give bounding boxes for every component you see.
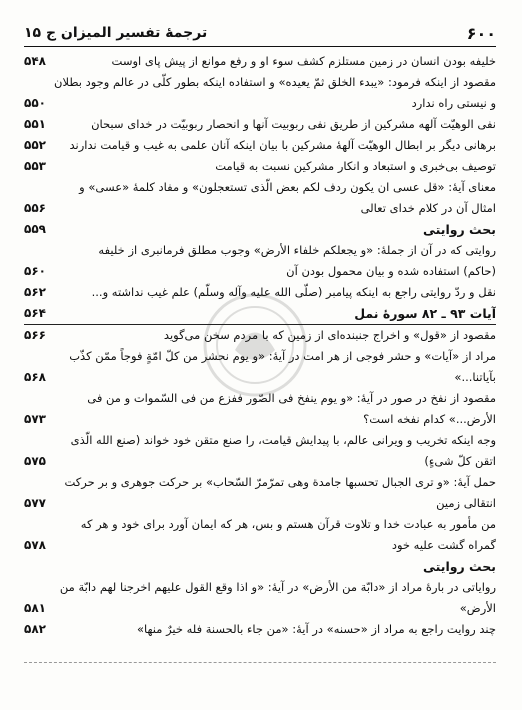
toc-entry	[24, 72, 496, 114]
running-title: ترجمهٔ تفسیر المیزان ج ۱۵	[24, 25, 208, 41]
entry-page-number: ۵۶۸	[24, 370, 46, 384]
toc-entry	[24, 51, 496, 72]
entry-line	[24, 198, 496, 219]
entry-line	[24, 598, 496, 619]
entry-line	[24, 409, 496, 430]
entry-line	[24, 303, 496, 324]
entry-text: امثال آن در کلام خدای تعالی	[360, 201, 496, 215]
toc-entry	[24, 619, 496, 640]
entry-line	[24, 72, 496, 93]
toc-entry	[24, 514, 496, 556]
entry-text: مقصود از نفخ در صور در آیهٔ: «و یوم ینفخ فی الصّور ففزع من فی السّموات و من فی	[87, 391, 496, 405]
entry-line	[24, 325, 496, 346]
section-heading	[24, 303, 496, 324]
footer-divider	[24, 662, 496, 663]
toc-entry	[24, 177, 496, 219]
entry-line	[24, 282, 496, 303]
section-heading	[24, 556, 496, 577]
toc-entry	[24, 430, 496, 472]
entry-text: خلیفه بودن انسان در زمین مستلزم کشف سوء او و رفع موانع از پیش پای اوست	[111, 54, 496, 68]
entry-line	[24, 261, 496, 282]
entry-text: آیات ۹۳ ـ ۸۲ سورهٔ نمل	[354, 306, 496, 321]
entry-text: برهانی دیگر بر ابطال الوهیّت آلههٔ مشرکین با بیان اینکه آنان علمی به غیب و قیامت ندارند	[69, 138, 496, 152]
entry-line	[24, 367, 496, 388]
entry-line	[24, 493, 496, 514]
toc-entry	[24, 325, 496, 346]
toc-entry	[24, 577, 496, 619]
entry-text: بحث روایتی	[423, 222, 496, 237]
entry-text: توصیف بی‌خبری و استبعاد و انکار مشرکین نسبت به قیامت	[215, 159, 496, 173]
toc-entry	[24, 240, 496, 282]
entry-line	[24, 451, 496, 472]
entry-page-number: ۵۶۴	[24, 306, 46, 320]
section-heading	[24, 219, 496, 240]
entry-line	[24, 535, 496, 556]
toc-entry	[24, 135, 496, 156]
entry-text: چند روایت راجع به مراد از «حسنه» در آیهٔ: «من جاء بالحسنة فله خیرٌ منها»	[136, 622, 496, 636]
entry-text: روایتی که در آن از جملهٔ: «و یجعلکم خلفاء الأرض» وجوب مطلق فرمانبری از خلیفه	[98, 243, 496, 257]
entry-page-number: ۵۵۶	[24, 201, 46, 215]
toc-entry	[24, 388, 496, 430]
entry-line	[24, 472, 496, 493]
entry-text: من مأمور به عبادت خدا و تلاوت قرآن هستم و بس، هر که ایمان آورد برای خود و هر که	[80, 517, 496, 531]
entry-page-number: ۵۶۰	[24, 264, 46, 278]
page-header	[24, 22, 496, 44]
entry-text: مراد از «آیات» و حشر فوجی از هر امت در آیهٔ: «و یوم نحشر من کلّ امّةٍ فوجاً ممّن کذّب	[69, 349, 496, 363]
entry-line	[24, 577, 496, 598]
entry-text: بحث روایتی	[423, 559, 496, 574]
entry-page-number: ۵۴۸	[24, 54, 46, 68]
entry-page-number: ۵۸۱	[24, 601, 46, 615]
header-divider	[24, 46, 496, 47]
entry-line	[24, 619, 496, 640]
entry-line	[24, 93, 496, 114]
entry-line	[24, 346, 496, 367]
entry-page-number: ۵۷۳	[24, 412, 46, 426]
entry-text: و نیستی راه ندارد	[411, 96, 496, 110]
entry-line	[24, 240, 496, 261]
toc-entry	[24, 114, 496, 135]
entry-text: نقل و ردّ روایتی راجع به اینکه پیامبر (صلّى الله علیه وآله وسلّم) علم غیب نداشته و...	[91, 285, 496, 299]
entry-text: گمراه گشت علیه خود	[391, 538, 496, 552]
table-of-contents	[24, 51, 496, 640]
entry-text: مقصود از اینکه فرمود: «یبدء الخلق ثمّ یعیده» و استفاده اینکه بطور کلّی در عالم وجود بطلان	[54, 75, 496, 89]
entry-text: وجه اینکه تخریب و ویرانی عالم، با پیدایش قیامت، را صنع متقن خود خواند (صنع الله الّذی	[70, 433, 496, 447]
entry-line	[24, 156, 496, 177]
entry-text: الأرض...» کدام نفخه است؟	[363, 412, 496, 426]
page-number: ۶۰۰	[466, 23, 496, 43]
entry-page-number: ۵۵۰	[24, 96, 46, 110]
entry-line	[24, 430, 496, 451]
toc-entry	[24, 346, 496, 388]
entry-text: (حاکم) استفاده شده و بیان محمول بودن آن	[286, 264, 496, 278]
entry-line	[24, 135, 496, 156]
entry-page-number: ۵۷۸	[24, 538, 46, 552]
entry-page-number: ۵۷۷	[24, 496, 46, 510]
entry-text: اتقن کلّ شی‌ءٍ)	[424, 454, 496, 468]
toc-entry	[24, 282, 496, 303]
toc-entry	[24, 472, 496, 514]
entry-text: مقصود از «قول» و اخراج جنبنده‌ای از زمین که با مردم سخن می‌گوید	[163, 328, 496, 342]
toc-entry	[24, 156, 496, 177]
entry-text: روایاتی در بارهٔ مراد از «دابّة من الأرض» در آیهٔ: «و اذا وقع القول علیهم اخرجنا لهم دابّة من	[59, 580, 496, 594]
entry-page-number: ۵۶۶	[24, 328, 46, 342]
entry-page-number: ۵۶۲	[24, 285, 46, 299]
entry-line	[24, 556, 496, 577]
entry-text: الأرض»	[459, 601, 496, 615]
entry-line	[24, 514, 496, 535]
entry-text: معنای آیهٔ: «قل عسى ان یکون ردف لکم بعض الّذى تستعجلون» و مفاد کلمهٔ «عسى» و	[79, 180, 496, 194]
entry-page-number: ۵۵۲	[24, 138, 46, 152]
entry-line	[24, 177, 496, 198]
entry-page-number: ۵۵۱	[24, 117, 46, 131]
entry-line	[24, 51, 496, 72]
entry-line	[24, 388, 496, 409]
entry-page-number: ۵۵۳	[24, 159, 46, 173]
entry-text: نفی الوهیّت آلهه مشرکین از طریق نفی ربوبیت آنها و انحصار ربوبیّت در خدای سبحان	[91, 117, 496, 131]
entry-line	[24, 114, 496, 135]
entry-page-number: ۵۵۹	[24, 222, 46, 236]
entry-text: بآیاتنا...»	[454, 370, 496, 384]
entry-line	[24, 219, 496, 240]
entry-text: انتقالی زمین	[436, 496, 496, 510]
entry-page-number: ۵۸۲	[24, 622, 46, 636]
entry-page-number: ۵۷۵	[24, 454, 46, 468]
entry-text: حمل آیهٔ: «و تری الجبال تحسبها جامدة وهی تمرّمرّ السّحاب» بر حرکت جوهری و بر حرکت	[64, 475, 496, 489]
